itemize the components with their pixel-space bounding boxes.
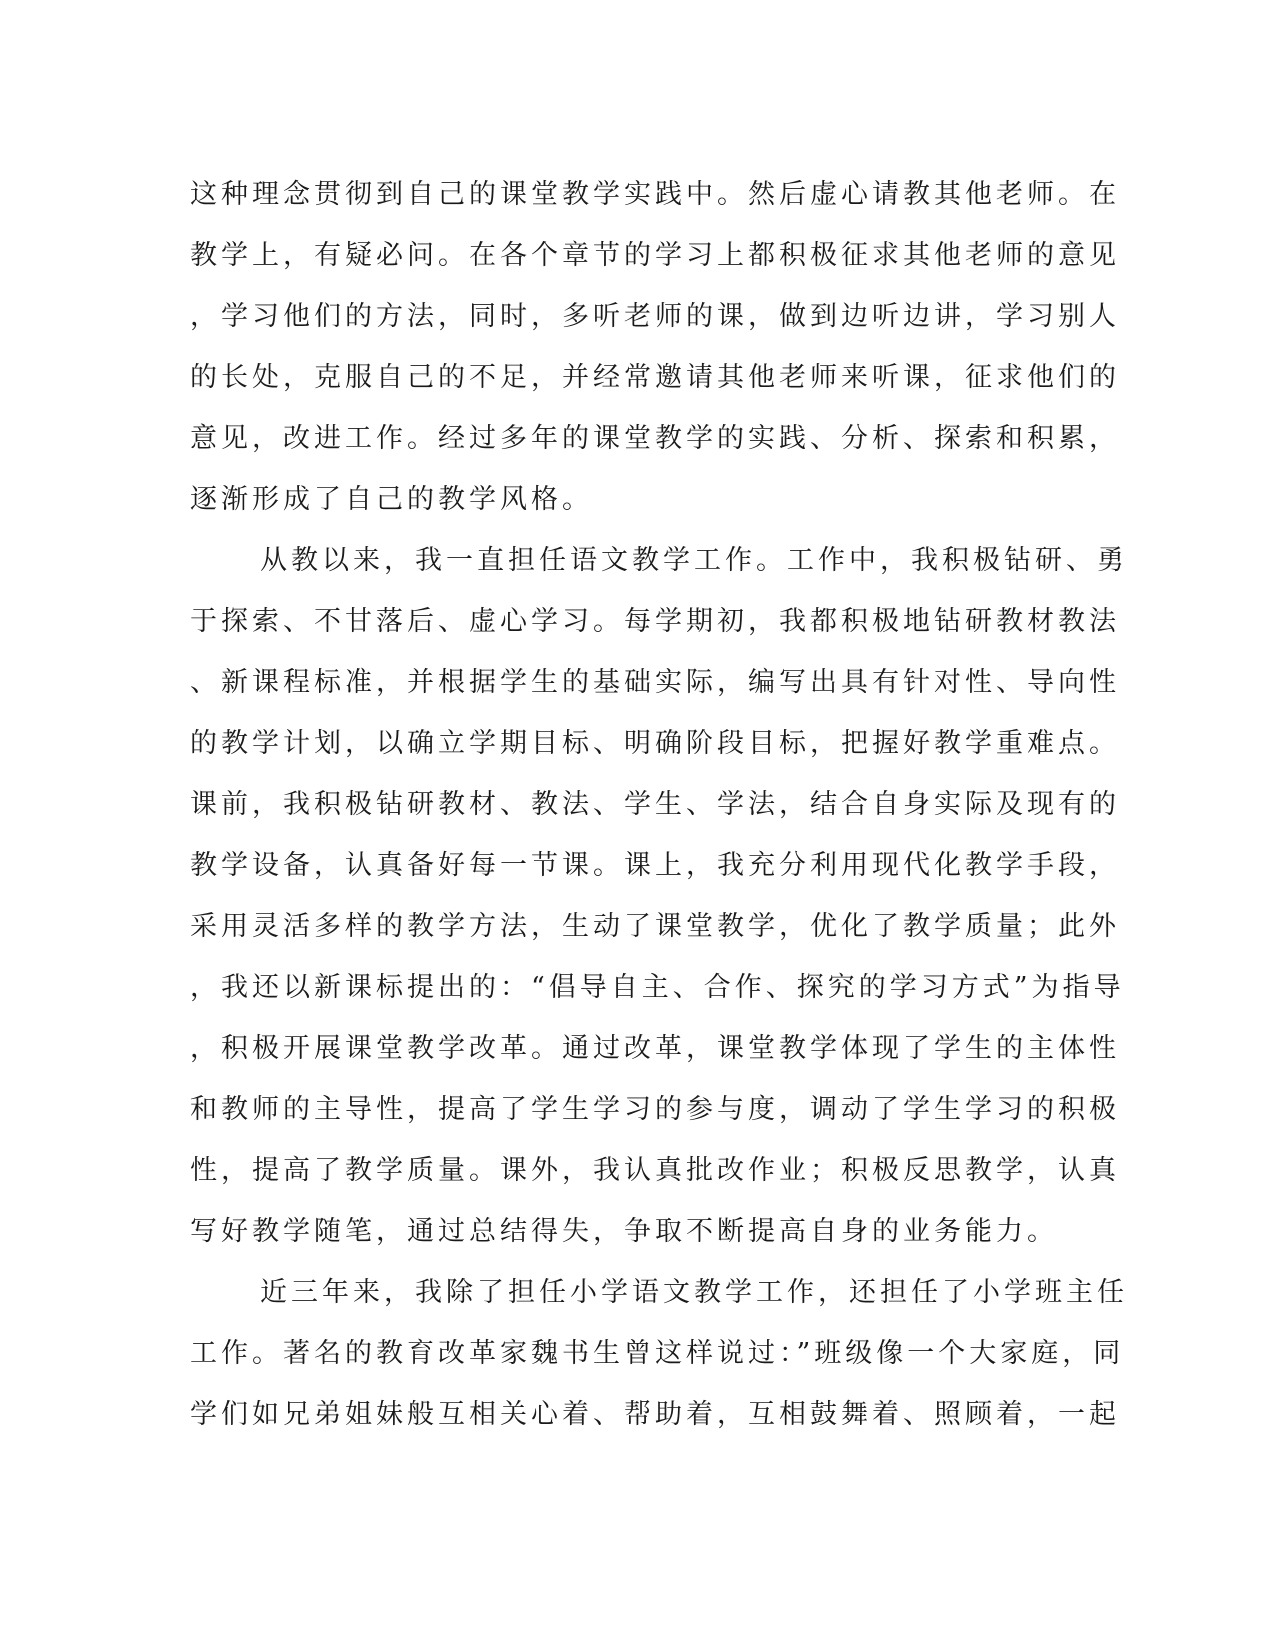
text-line: 意见，改进工作。经过多年的课堂教学的实践、分析、探索和积累， [190,423,1120,454]
text-line: 性，提高了教学质量。课外，我认真批改作业；积极反思教学，认真 [190,1155,1120,1186]
text-line: 这种理念贯彻到自己的课堂教学实践中。然后虚心请教其他老师。在 [190,179,1120,210]
text-line: 的长处，克服自己的不足，并经常邀请其他老师来听课，征求他们的 [190,362,1120,393]
text-line: ，积极开展课堂教学改革。通过改革，课堂教学体现了学生的主体性 [190,1033,1120,1064]
body-text [190,164,1128,1445]
text-line: ，学习他们的方法，同时，多听老师的课，做到边听边讲，学习别人 [190,301,1120,332]
text-line: 的教学计划，以确立学期目标、明确阶段目标，把握好教学重难点。 [190,728,1120,759]
text-line: 采用灵活多样的教学方法，生动了课堂教学，优化了教学质量；此外 [190,911,1120,942]
text-line: 学们如兄弟姐妹般互相关心着、帮助着，互相鼓舞着、照顾着，一起 [190,1399,1120,1430]
text-line: 教学上，有疑必问。在各个章节的学习上都积极征求其他老师的意见 [190,240,1120,271]
text-line: 教学设备，认真备好每一节课。课上，我充分利用现代化教学手段， [190,850,1120,881]
text-line: 、新课程标准，并根据学生的基础实际，编写出具有针对性、导向性 [190,667,1120,698]
paragraph-start-line: 近三年来，我除了担任小学语文教学工作，还担任了小学班主任 [260,1277,1128,1308]
text-line: 于探索、不甘落后、虚心学习。每学期初，我都积极地钻研教材教法 [190,606,1120,637]
text-line: ，我还以新课标提出的：“倡导自主、合作、探究的学习方式”为指导 [190,972,1125,1003]
text-line: 写好教学随笔，通过总结得失，争取不断提高自身的业务能力。 [190,1216,1058,1247]
text-line: 工作。著名的教育改革家魏书生曾这样说过：”班级像一个大家庭，同 [190,1338,1125,1369]
text-line: 逐渐形成了自己的教学风格。 [190,484,593,515]
paragraph-start-line: 从教以来，我一直担任语文教学工作。工作中，我积极钻研、勇 [260,545,1128,576]
text-line: 和教师的主导性，提高了学生学习的参与度，调动了学生学习的积极 [190,1094,1120,1125]
text-line: 课前，我积极钻研教材、教法、学生、学法，结合自身实际及现有的 [190,789,1120,820]
